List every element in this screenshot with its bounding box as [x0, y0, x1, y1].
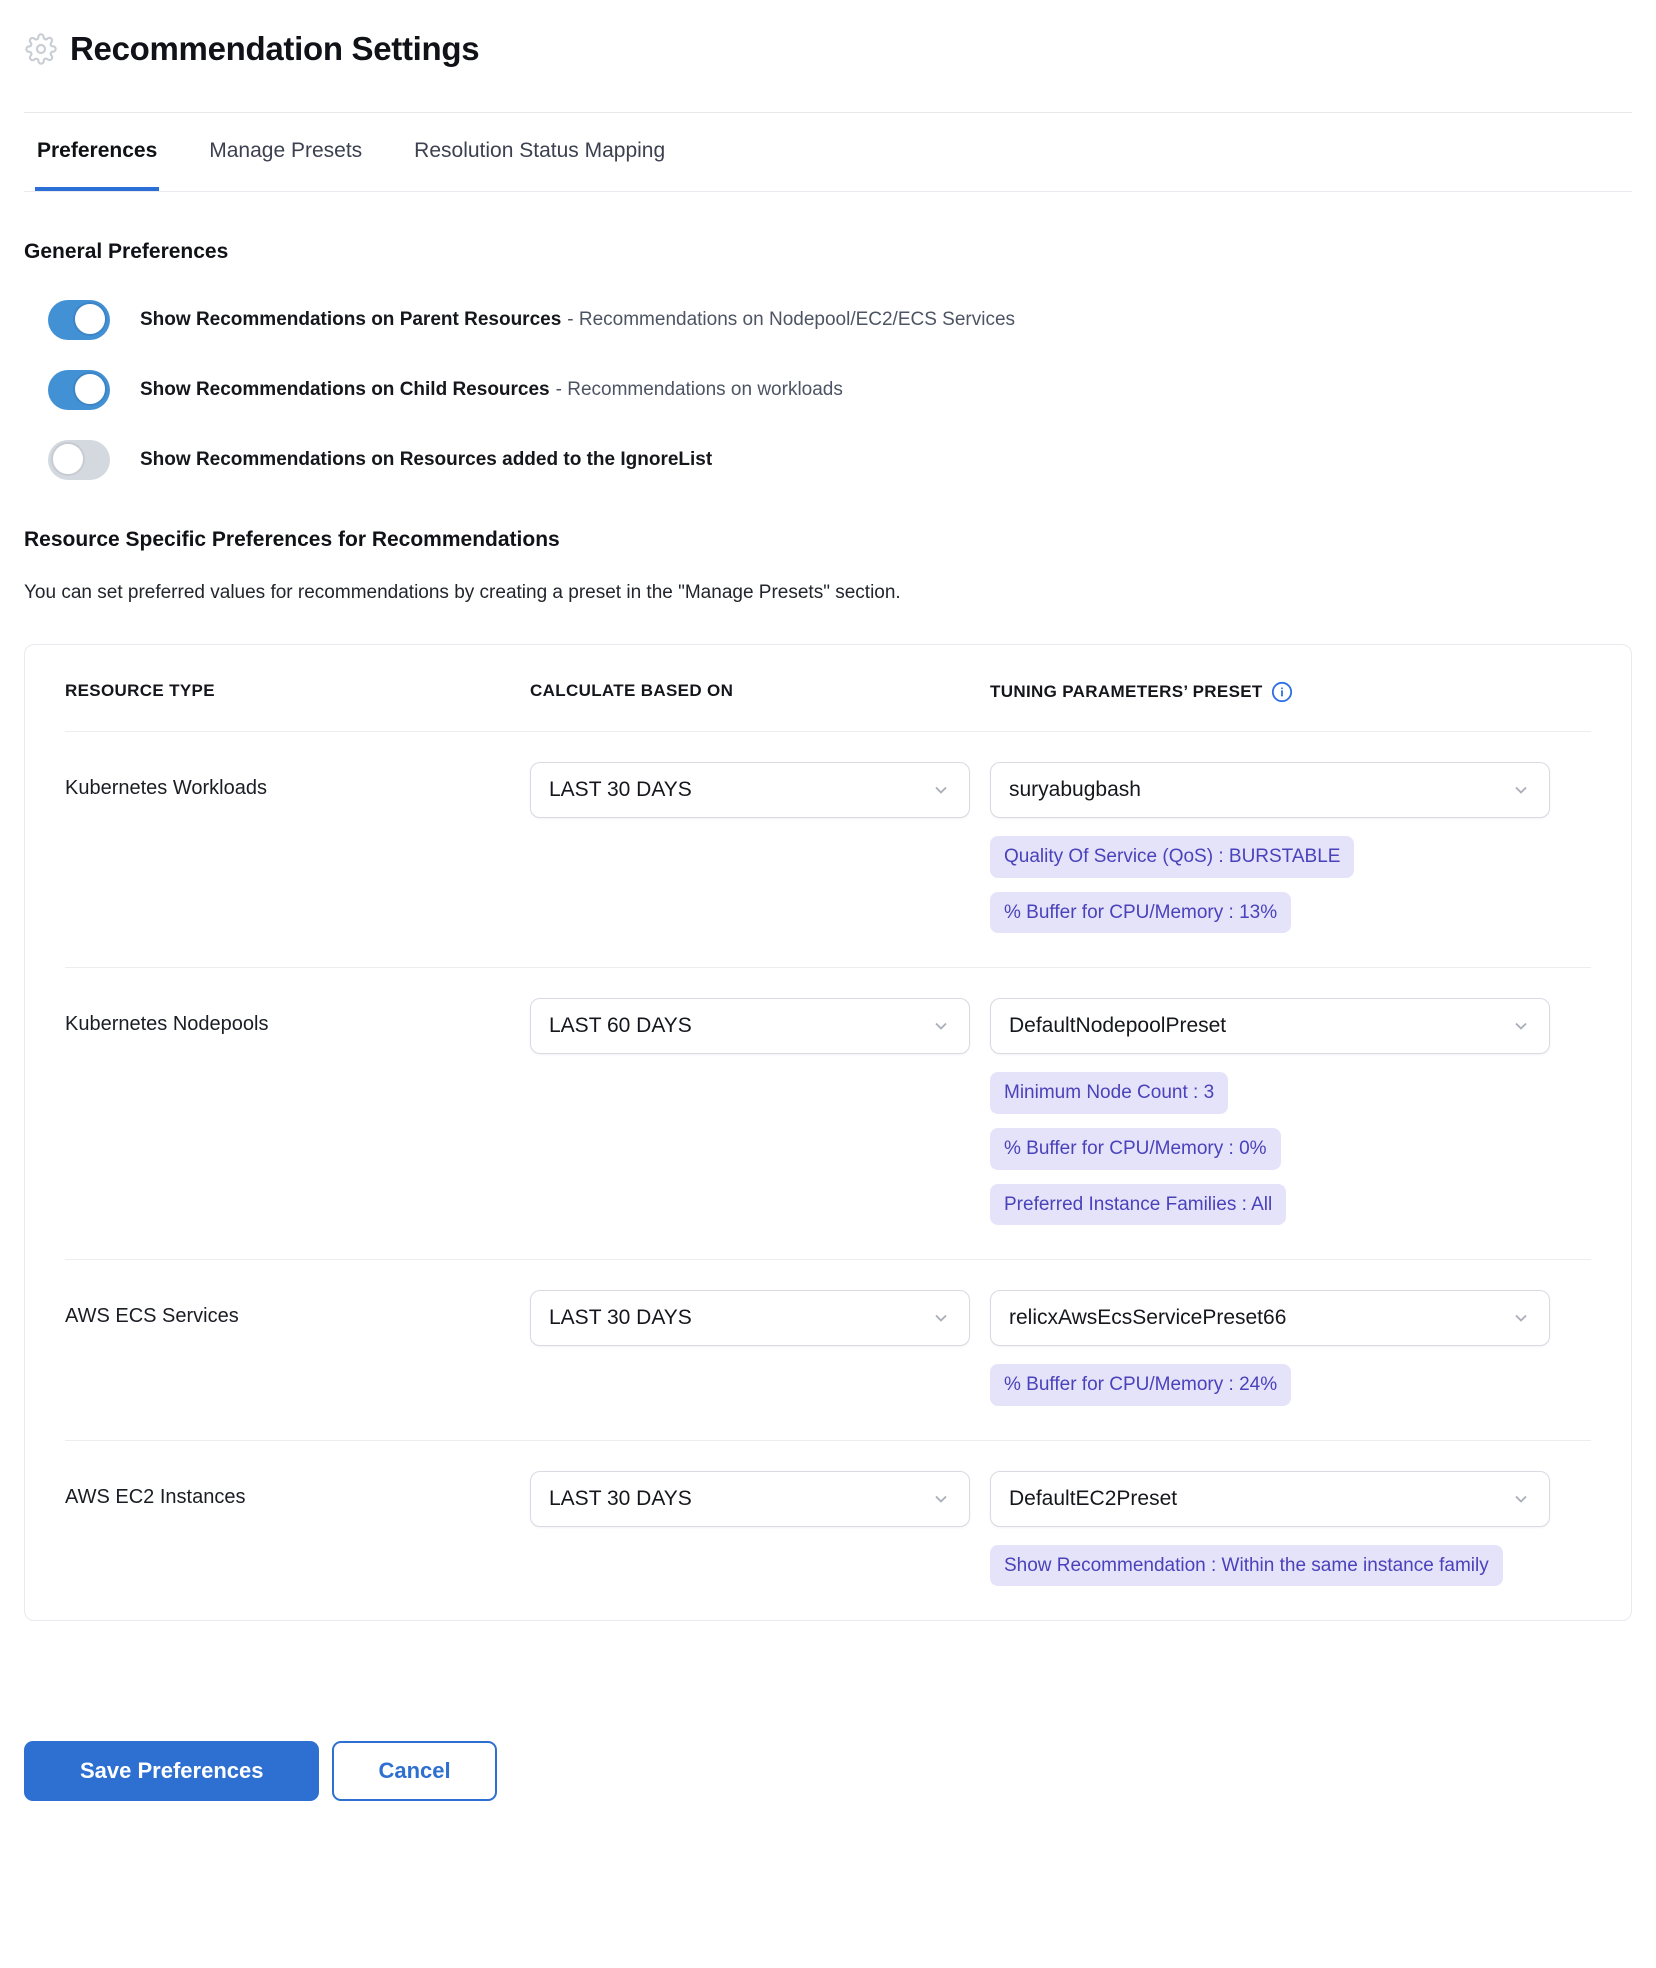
toggle-row-child-resources	[48, 370, 1632, 410]
select-value: LAST 30 DAYS	[549, 1306, 692, 1330]
calculate-cell	[530, 762, 990, 818]
toggle-text	[140, 378, 843, 403]
resource-specific-heading: Resource Specific Preferences for Recommendations	[24, 528, 560, 551]
save-preferences-button[interactable]: Save Preferences	[24, 1741, 319, 1801]
toggle-label: Show Recommendations on Resources added to the IgnoreList	[140, 448, 713, 470]
chevron-down-icon	[931, 1308, 951, 1328]
table-row	[65, 1441, 1591, 1621]
tab-bar	[24, 113, 1632, 192]
preset-cell	[990, 1290, 1591, 1406]
select-value: LAST 30 DAYS	[549, 778, 692, 801]
resource-specific-section	[24, 528, 1632, 1621]
preset-tag: % Buffer for CPU/Memory : 24%	[990, 1364, 1291, 1406]
column-header-calculate-based-on: CALCULATE BASED ON	[530, 681, 734, 700]
select-value: LAST 60 DAYS	[549, 1014, 692, 1038]
chevron-down-icon	[1511, 780, 1531, 800]
general-preferences-section	[24, 240, 1632, 480]
page-title: Recommendation Settings	[70, 30, 480, 67]
preset-select[interactable]	[990, 762, 1550, 818]
preset-select[interactable]	[990, 1290, 1550, 1346]
calculate-based-on-select[interactable]	[530, 1290, 970, 1346]
resource-type-label: Kubernetes Nodepools	[65, 1013, 269, 1036]
toggle-description: - Recommendations on workloads	[555, 378, 843, 400]
preset-tag: % Buffer for CPU/Memory : 13%	[990, 892, 1291, 934]
preset-tag: Preferred Instance Families : All	[990, 1184, 1286, 1226]
preset-tag: Minimum Node Count : 3	[990, 1072, 1228, 1114]
preset-tags	[990, 1545, 1550, 1587]
toggle-list	[24, 300, 1632, 480]
toggle-description: - Recommendations on Nodepool/EC2/ECS Services	[567, 308, 1016, 330]
toggle-text	[140, 308, 1015, 333]
preset-cell	[990, 762, 1591, 933]
calculate-cell	[530, 1290, 990, 1346]
resource-preferences-table	[24, 644, 1632, 1621]
table-header-row	[65, 645, 1591, 732]
column-header-tuning-preset	[990, 681, 1591, 703]
calculate-cell	[530, 998, 990, 1054]
column-header-resource-type: RESOURCE TYPE	[65, 681, 215, 700]
parent-resources-toggle[interactable]	[48, 300, 110, 340]
select-value: DefaultEC2Preset	[1009, 1486, 1178, 1510]
toggle-label: Show Recommendations on Child Resources	[140, 378, 550, 400]
chevron-down-icon	[1511, 1308, 1531, 1328]
preset-tags	[990, 836, 1550, 933]
preset-select[interactable]	[990, 998, 1550, 1054]
general-preferences-heading: General Preferences	[24, 240, 229, 263]
resource-type-label: AWS EC2 Instances	[65, 1485, 246, 1508]
calculate-based-on-select[interactable]	[530, 1471, 970, 1527]
preset-cell	[990, 1471, 1591, 1587]
table-row	[65, 732, 1591, 968]
toggle-text	[140, 448, 712, 473]
toggle-knob	[73, 372, 107, 406]
chevron-down-icon	[1511, 1016, 1531, 1036]
tab-resolution-status-mapping[interactable]: Resolution Status Mapping	[414, 139, 666, 162]
tab-manage-presets[interactable]: Manage Presets	[209, 139, 363, 162]
chevron-down-icon	[931, 780, 951, 800]
select-value: suryabugbash	[1009, 778, 1141, 801]
preset-cell	[990, 998, 1591, 1225]
select-value: relicxAwsEcsServicePreset66	[1009, 1306, 1287, 1330]
column-header-tuning-preset-label: TUNING PARAMETERS’ PRESET	[990, 682, 1263, 701]
info-icon[interactable]	[1271, 681, 1293, 703]
toggle-knob	[51, 442, 85, 476]
resource-type-label: AWS ECS Services	[65, 1305, 239, 1328]
preset-select[interactable]	[990, 1471, 1550, 1527]
chevron-down-icon	[931, 1489, 951, 1509]
calculate-cell	[530, 1471, 990, 1527]
calculate-based-on-select[interactable]	[530, 762, 970, 818]
chevron-down-icon	[931, 1016, 951, 1036]
preset-tags	[990, 1072, 1550, 1225]
calculate-based-on-select[interactable]	[530, 998, 970, 1054]
preset-tag: Quality Of Service (QoS) : BURSTABLE	[990, 836, 1354, 878]
resource-specific-description: You can set preferred values for recommendations by creating a preset in the "Manage Presets" section.	[24, 582, 901, 603]
page-header	[24, 30, 1632, 68]
toggle-row-parent-resources	[48, 300, 1632, 340]
child-resources-toggle[interactable]	[48, 370, 110, 410]
select-value: LAST 30 DAYS	[549, 1486, 692, 1510]
toggle-label: Show Recommendations on Parent Resources	[140, 308, 562, 330]
toggle-row-ignorelist-resources	[48, 440, 1632, 480]
gear-icon	[24, 32, 58, 66]
cancel-button[interactable]: Cancel	[332, 1741, 496, 1801]
toggle-knob	[73, 302, 107, 336]
preset-tag: Show Recommendation : Within the same instance family	[990, 1545, 1503, 1587]
resource-type-label: Kubernetes Workloads	[65, 777, 267, 799]
preset-tags	[990, 1364, 1550, 1406]
preset-tag: % Buffer for CPU/Memory : 0%	[990, 1128, 1281, 1170]
footer-actions	[24, 1741, 1632, 1834]
tab-preferences[interactable]: Preferences	[35, 113, 159, 191]
select-value: DefaultNodepoolPreset	[1009, 1014, 1227, 1038]
table-row	[65, 1260, 1591, 1441]
table-row	[65, 968, 1591, 1260]
ignorelist-resources-toggle[interactable]	[48, 440, 110, 480]
chevron-down-icon	[1511, 1489, 1531, 1509]
